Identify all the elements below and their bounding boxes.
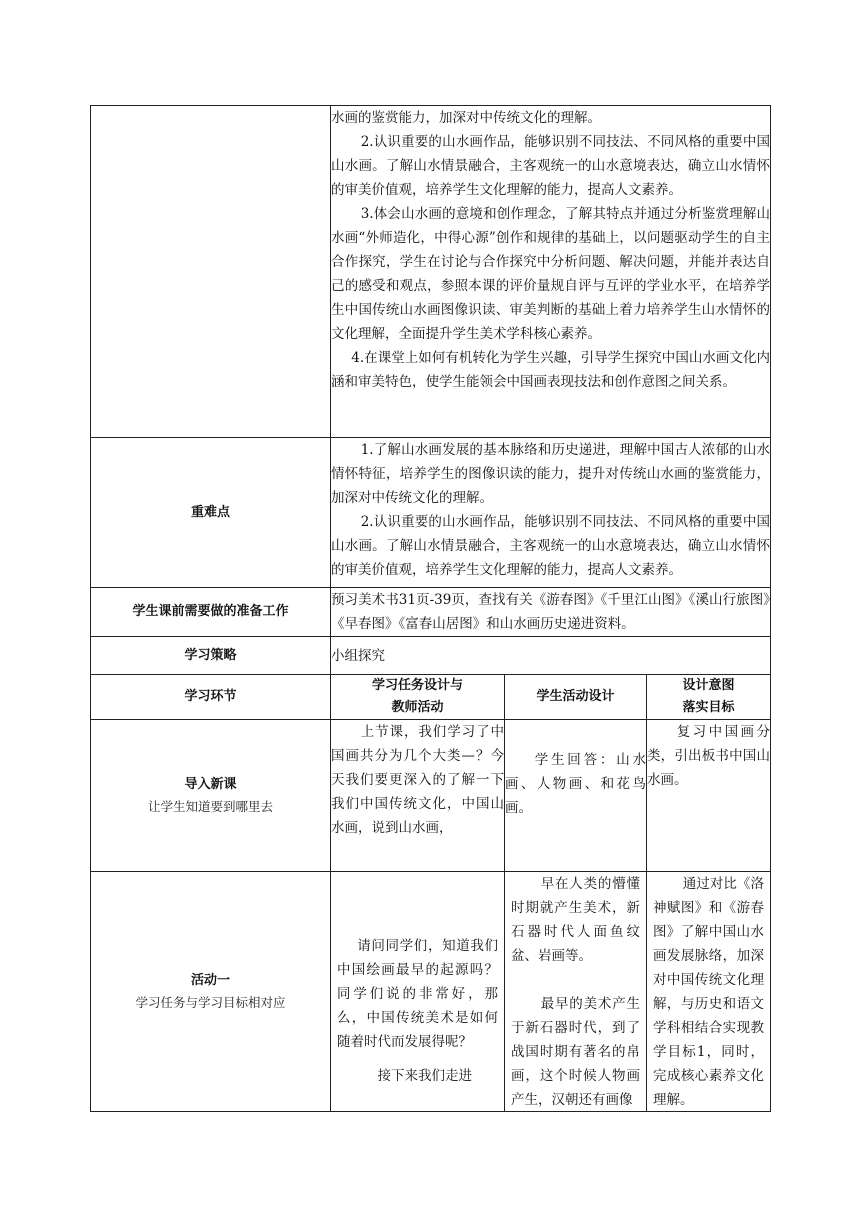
key-points-row bbox=[91, 438, 771, 588]
preparation-row bbox=[91, 588, 771, 637]
strategy-text: 小组探究 bbox=[331, 647, 385, 664]
header-design-intent-line2: 落实目标 bbox=[682, 700, 735, 715]
activity1-row bbox=[91, 872, 771, 1112]
activity1-student-p1: 早在人类的懵懂时期就产生美术，新石器时代人面鱼纹盆、岩画等。 bbox=[511, 876, 640, 964]
header-task-design bbox=[331, 675, 505, 720]
intro-student-cell bbox=[505, 720, 647, 872]
intro-intent-text: 复习中国画分类，引出板书中国山水画。 bbox=[647, 724, 770, 788]
header-learning-stage-text: 学习环节 bbox=[184, 689, 237, 704]
header-learning-stage bbox=[91, 675, 331, 720]
objectives-label-cell bbox=[91, 106, 331, 438]
intro-student-text: 学生回答：山水画、人物画、和花鸟画。 bbox=[505, 751, 646, 816]
objectives-row bbox=[91, 106, 771, 438]
header-design-intent bbox=[647, 675, 771, 720]
strategy-row bbox=[91, 637, 771, 675]
header-design-intent-line1: 设计意图 bbox=[682, 678, 735, 693]
strategy-label-cell bbox=[91, 637, 331, 675]
activity1-intent-text: 通过对比《洛神赋图》和《游春图》了解中国山水画发展脉络，加深对中国传统文化理解，与历史和语文学科相结合实现教学目标1，同时，完成核心素养文化理解。 bbox=[653, 876, 764, 1108]
activity1-teacher-p1: 请问同学们，知道我们中国绘画最早的起源吗？同学们说的非常好，那么，中国传统美术是如何随着时代而发展得呢？ bbox=[337, 938, 498, 1050]
preparation-text: 预习美术书31页-39页，查找有关《游春图》《千里江山图》《溪山行旅图》《早春图》《富春山居图》和山水画历史递进资料。 bbox=[331, 592, 770, 632]
activity1-student-p2: 最早的美术产生于新石器时代，到了战国时期有著名的帛画，这个时候人物画产生，汉朝还有画像 bbox=[511, 996, 640, 1108]
key-points-label: 重难点 bbox=[190, 504, 230, 520]
objectives-content-cell bbox=[331, 106, 771, 438]
activity1-subtitle: 学习任务与学习目标相对应 bbox=[135, 994, 286, 1010]
preparation-label-cell bbox=[91, 588, 331, 637]
intro-label-cell bbox=[91, 720, 331, 872]
header-student-activity bbox=[505, 675, 647, 720]
intro-subtitle: 让学生知道要到哪里去 bbox=[147, 798, 273, 814]
key-points-label-cell bbox=[91, 438, 331, 588]
key-points-content-cell bbox=[331, 438, 771, 588]
strategy-content-cell bbox=[331, 637, 771, 675]
key-point-2: 2.认识重要的山水画作品，能够识别不同技法、不同风格的重要中国山水画。了解山水情景融合，主客观统一的山水意境表达，确立山水情怀的审美价值观，培养学生文化理解的能力，提高人文素养。 bbox=[331, 514, 770, 578]
header-student-activity-text: 学生活动设计 bbox=[536, 689, 615, 704]
objective-3: 3.体会山水画的意境和创作理念，了解其特点并通过分析鉴赏理解山水画“外师造化，中得心源”创作和规律的基础上，以问题驱动学生的自主合作探究，学生在讨论与合作探究中分析问题、解决问题，并能并表达自己的感受和观点，参照本课的评价量规自评与互评的学业水平，在培养学生中国传统山水画图像识读、审美判断的基础上着力培养学生山水情怀的文化理解，全面提升学生美术学科核心素养。 bbox=[331, 206, 770, 342]
strategy-label: 学习策略 bbox=[184, 647, 237, 663]
lesson-plan-table bbox=[90, 105, 771, 1112]
activity1-teacher-cell bbox=[331, 872, 505, 1112]
section-header-row bbox=[91, 675, 771, 720]
activity1-title: 活动一 bbox=[190, 972, 230, 988]
intro-intent-cell bbox=[647, 720, 771, 872]
header-task-design-line1: 学习任务设计与 bbox=[371, 678, 463, 693]
intro-row bbox=[91, 720, 771, 872]
header-task-design-line2: 教师活动 bbox=[391, 700, 444, 715]
preparation-label: 学生课前需要做的准备工作 bbox=[132, 604, 289, 619]
activity1-student-cell bbox=[505, 872, 647, 1112]
objective-4: 4.在课堂上如何有机转化为学生兴趣，引导学生探究中国山水画文化内涵和审美特色，使学生能领会中国画表现技法和创作意图之间关系。 bbox=[331, 350, 770, 390]
key-point-1: 1.了解山水画发展的基本脉络和历史递进，理解中国古人浓郁的山水情怀特征，培养学生的图像识读的能力，提升对传统山水画的鉴赏能力，加深对中传统文化的理解。 bbox=[331, 442, 770, 506]
activity1-intent-cell bbox=[647, 872, 771, 1112]
intro-teacher-text: 上节课，我们学习了中国画共分为几个大类—？今天我们要更深入的了解一下我们中国传统文化，中国山水画，说到山水画， bbox=[331, 724, 504, 836]
activity1-teacher-p2: 接下来我们走进 bbox=[377, 1068, 472, 1084]
activity1-label-cell bbox=[91, 872, 331, 1112]
intro-title: 导入新课 bbox=[184, 776, 237, 792]
objective-text-continued: 水画的鉴赏能力，加深对中传统文化的理解。 bbox=[331, 110, 601, 126]
preparation-content-cell bbox=[331, 588, 771, 637]
objective-2: 2.认识重要的山水画作品，能够识别不同技法、不同风格的重要中国山水画。了解山水情景融合，主客观统一的山水意境表达，确立山水情怀的审美价值观，培养学生文化理解的能力，提高人文素养。 bbox=[331, 134, 770, 198]
intro-teacher-cell bbox=[331, 720, 505, 872]
